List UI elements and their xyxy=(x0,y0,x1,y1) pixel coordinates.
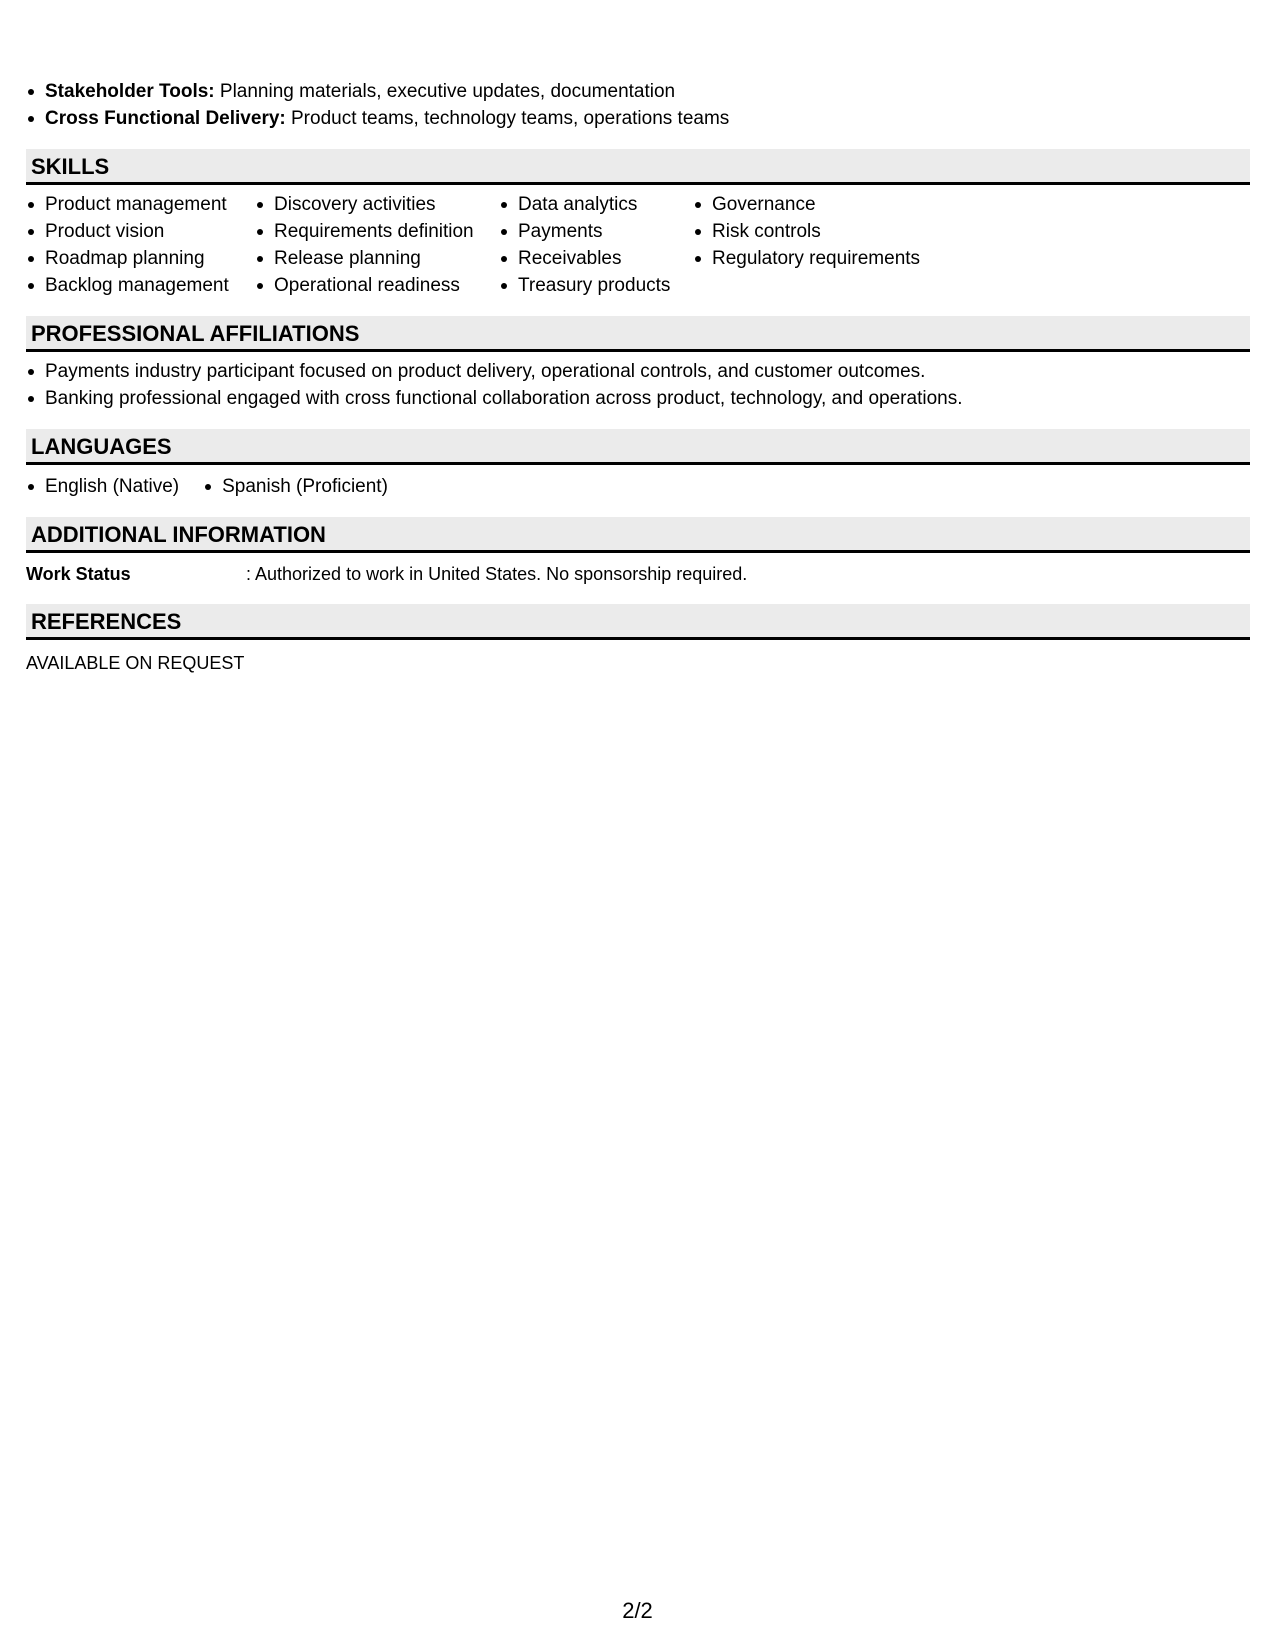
skill-item: Data analytics xyxy=(499,191,669,218)
affiliations-list xyxy=(26,358,1250,412)
skill-item: Backlog management xyxy=(26,272,231,299)
skill-item: Payments xyxy=(499,218,669,245)
affiliation-item: Payments industry participant focused on product delivery, operational controls, and customer outcomes. xyxy=(26,358,1250,385)
skills-column xyxy=(26,191,231,299)
section-title-skills: SKILLS xyxy=(26,149,1250,185)
language-item: Spanish (Proficient) xyxy=(203,473,388,500)
work-status-value: : Authorized to work in United States. No sponsorship required. xyxy=(246,564,748,584)
skill-item: Product management xyxy=(26,191,231,218)
section-title-references: REFERENCES xyxy=(26,604,1250,640)
skill-item: Receivables xyxy=(499,245,669,272)
list-item xyxy=(26,105,1250,132)
resume-page xyxy=(26,78,1250,676)
affiliation-item: Banking professional engaged with cross functional collaboration across product, technology, and operations. xyxy=(26,385,1250,412)
skill-item: Governance xyxy=(693,191,933,218)
page-number: 2/2 xyxy=(622,1598,653,1623)
item-text: Planning materials, executive updates, documentation xyxy=(214,81,676,102)
work-status-label: Work Status xyxy=(26,564,131,584)
work-status-row xyxy=(26,561,1250,587)
skill-item: Risk controls xyxy=(693,218,933,245)
skill-item: Release planning xyxy=(255,245,475,272)
languages-list xyxy=(26,473,1250,500)
skill-item: Discovery activities xyxy=(255,191,475,218)
section-title-additional: ADDITIONAL INFORMATION xyxy=(26,517,1250,553)
top-list xyxy=(26,78,1250,132)
section-title-languages: LANGUAGES xyxy=(26,429,1250,465)
skills-grid xyxy=(26,191,1250,299)
skill-item: Requirements definition xyxy=(255,218,475,245)
references-text: AVAILABLE ON REQUEST xyxy=(26,653,245,673)
list-item xyxy=(26,78,1250,105)
item-label: Stakeholder Tools: xyxy=(45,81,215,102)
skills-column xyxy=(693,191,933,299)
skill-item: Regulatory requirements xyxy=(693,245,933,272)
skill-item: Treasury products xyxy=(499,272,669,299)
skill-item: Roadmap planning xyxy=(26,245,231,272)
section-title-affiliations: PROFESSIONAL AFFILIATIONS xyxy=(26,316,1250,352)
skills-column xyxy=(255,191,475,299)
item-label: Cross Functional Delivery: xyxy=(45,108,286,129)
skill-item: Product vision xyxy=(26,218,231,245)
language-item: English (Native) xyxy=(26,473,179,500)
item-text: Product teams, technology teams, operations teams xyxy=(285,108,730,129)
skills-column xyxy=(499,191,669,299)
skill-item: Operational readiness xyxy=(255,272,475,299)
